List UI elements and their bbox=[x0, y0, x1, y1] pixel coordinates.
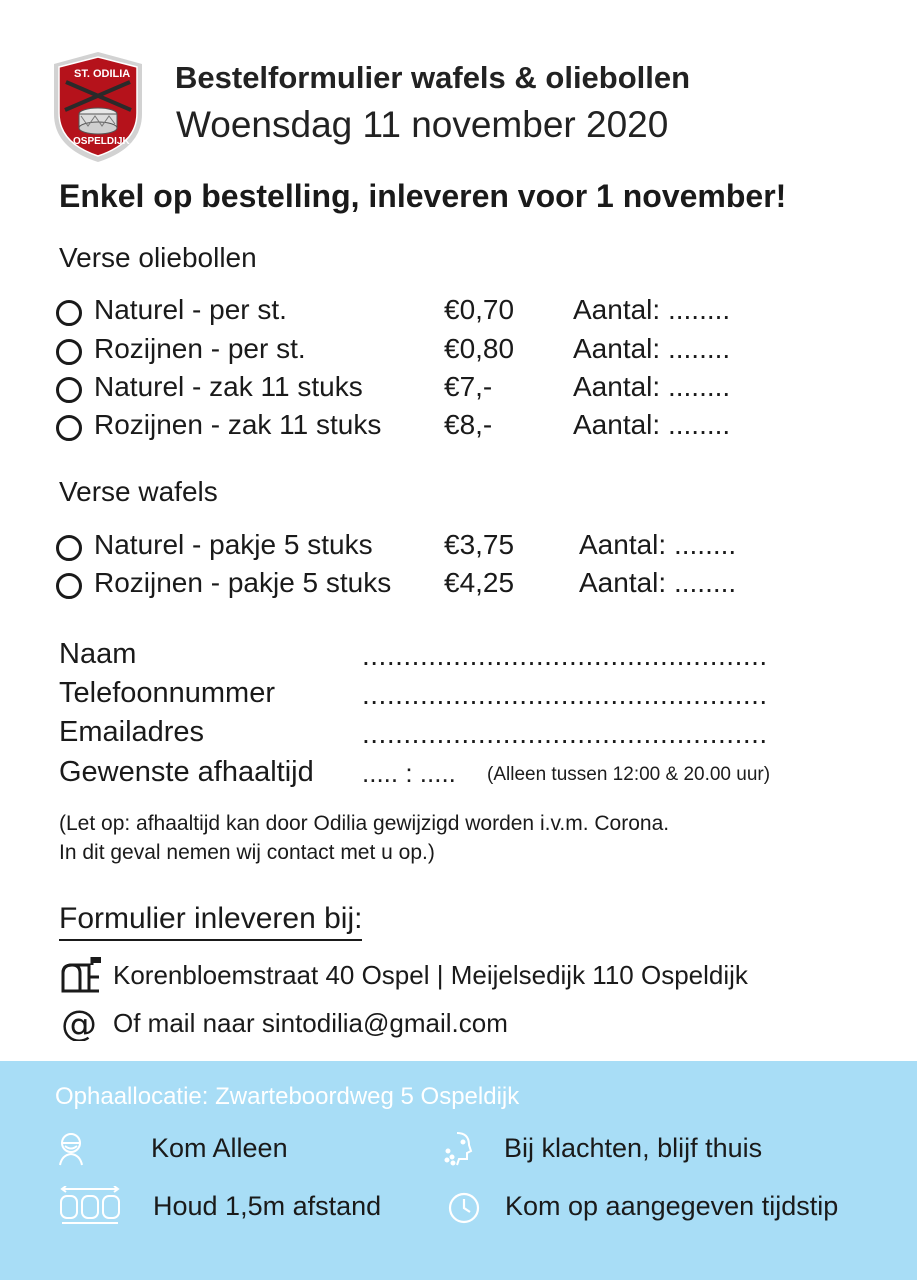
quantity-field[interactable]: Aantal: ........ bbox=[573, 409, 731, 440]
quantity-field[interactable]: Aantal: ........ bbox=[573, 333, 731, 364]
quantity-field[interactable]: Aantal: ........ bbox=[573, 371, 731, 402]
at-sign-icon bbox=[61, 1005, 101, 1046]
delivery-address: Korenbloemstraat 40 Ospel | Meijelsedijk 110 Ospeldijk bbox=[113, 960, 748, 990]
name-field[interactable]: ................................................. bbox=[362, 640, 768, 671]
distance-icon bbox=[58, 1186, 122, 1231]
select-circle[interactable] bbox=[56, 339, 82, 365]
product-row bbox=[56, 333, 856, 369]
rule-text: Bij klachten, blijf thuis bbox=[504, 1133, 763, 1163]
pickup-location: Ophaallocatie: Zwarteboordweg 5 Ospeldijk bbox=[55, 1083, 520, 1110]
product-row bbox=[56, 529, 856, 565]
product-name: Naturel - zak 11 stuks bbox=[94, 371, 363, 402]
product-price: €8,- bbox=[444, 409, 493, 440]
phone-label: Telefoonnummer bbox=[59, 677, 275, 709]
quantity-field[interactable]: Aantal: ........ bbox=[579, 529, 737, 560]
select-circle[interactable] bbox=[56, 415, 82, 441]
product-name: Rozijnen - per st. bbox=[94, 333, 306, 364]
select-circle[interactable] bbox=[56, 573, 82, 599]
clock-icon bbox=[447, 1191, 481, 1230]
select-circle[interactable] bbox=[56, 377, 82, 403]
phone-field[interactable]: ................................................. bbox=[362, 679, 768, 710]
select-circle[interactable] bbox=[56, 535, 82, 561]
product-price: €0,70 bbox=[444, 294, 515, 325]
sneezing-face-icon bbox=[443, 1129, 477, 1172]
email-field[interactable]: ................................................. bbox=[362, 718, 768, 749]
oliebollen-heading: Verse oliebollen bbox=[59, 242, 257, 273]
rule-text: Kom op aangegeven tijdstip bbox=[505, 1191, 839, 1221]
logo-top-text: ST. ODILIA bbox=[74, 68, 131, 80]
product-name: Naturel - per st. bbox=[94, 294, 287, 325]
product-row bbox=[56, 371, 856, 407]
product-name: Rozijnen - zak 11 stuks bbox=[94, 409, 382, 440]
quantity-field[interactable]: Aantal: ........ bbox=[579, 567, 737, 598]
corona-note-line1: (Let op: afhaaltijd kan door Odilia gewijzigd worden i.v.m. Corona. bbox=[59, 812, 670, 835]
masked-person-icon bbox=[57, 1131, 85, 1172]
delivery-email: Of mail naar sintodilia@gmail.com bbox=[113, 1008, 508, 1038]
product-price: €7,- bbox=[444, 371, 493, 402]
pickup-time-hint: (Alleen tussen 12:00 & 20.00 uur) bbox=[487, 764, 771, 785]
product-row bbox=[56, 294, 856, 330]
club-logo bbox=[48, 48, 148, 166]
logo-bottom-text: OSPELDIJK bbox=[73, 136, 130, 147]
pickup-time-field[interactable]: ..... : ..... bbox=[362, 758, 456, 788]
name-label: Naam bbox=[59, 638, 137, 670]
rule-text: Kom Alleen bbox=[151, 1133, 288, 1163]
page-title: Bestelformulier wafels & oliebollen bbox=[175, 60, 691, 95]
rule-text: Houd 1,5m afstand bbox=[153, 1191, 382, 1221]
page-subtitle: Woensdag 11 november 2020 bbox=[176, 104, 669, 145]
email-label: Emailadres bbox=[59, 716, 205, 748]
product-price: €4,25 bbox=[444, 567, 515, 598]
select-circle[interactable] bbox=[56, 300, 82, 326]
product-name: Rozijnen - pakje 5 stuks bbox=[94, 567, 392, 598]
corona-note-line2: In dit geval nemen wij contact met u op.) bbox=[59, 841, 435, 864]
product-name: Naturel - pakje 5 stuks bbox=[94, 529, 373, 560]
product-price: €0,80 bbox=[444, 333, 515, 364]
product-price: €3,75 bbox=[444, 529, 515, 560]
product-row bbox=[56, 409, 856, 445]
delivery-heading: Formulier inleveren bij: bbox=[59, 902, 362, 941]
product-row bbox=[56, 567, 856, 603]
mailbox-icon bbox=[59, 955, 105, 1000]
svg-text:@: @ bbox=[61, 1005, 97, 1041]
wafels-heading: Verse wafels bbox=[59, 476, 218, 507]
order-notice: Enkel op bestelling, inleveren voor 1 november! bbox=[59, 178, 787, 214]
quantity-field[interactable]: Aantal: ........ bbox=[573, 294, 731, 325]
pickup-time-label: Gewenste afhaaltijd bbox=[59, 756, 314, 788]
